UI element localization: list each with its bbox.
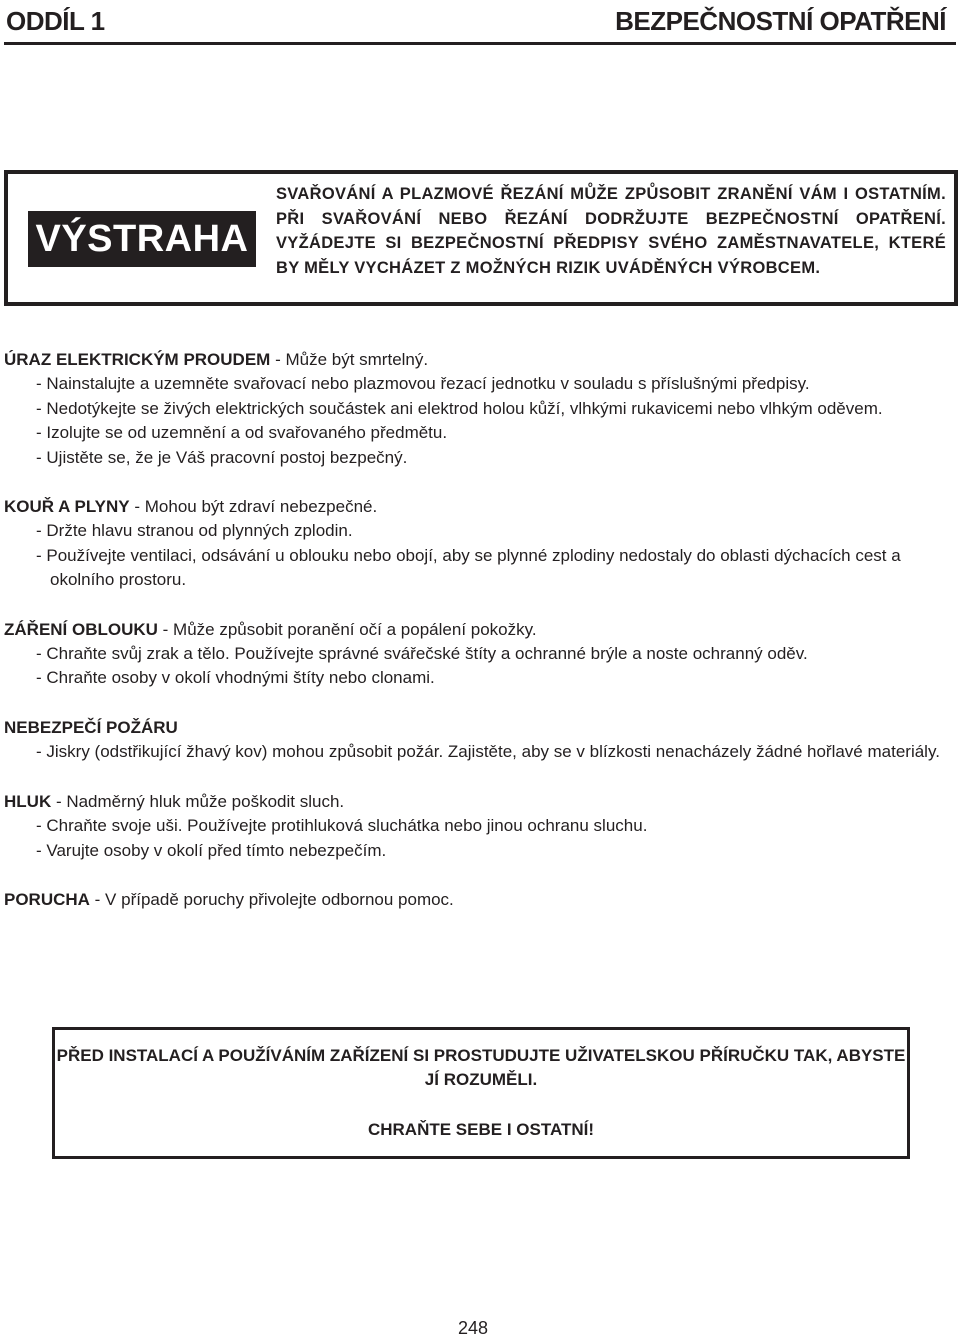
section-subtitle: - Může být smrtelný. [270, 350, 429, 369]
section-title: PORUCHA [4, 889, 90, 909]
list-item: - Nainstalujte a uzemněte svařovací nebo plazmovou řezací jednotku v souladu s příslušnými předpisy. [36, 374, 810, 394]
notice-protect: CHRAŇTE SEBE I OSTATNÍ! [367, 1120, 595, 1139]
manual-notice-box [52, 1027, 910, 1159]
page-title: BEZPEČNOSTNÍ OPATŘENÍ [615, 5, 946, 36]
list-item: - Držte hlavu stranou od plynných zplodin. [36, 521, 353, 541]
list-item: - Varujte osoby v okolí před tímto nebezpečím. [36, 840, 387, 860]
section-fumes [4, 495, 956, 593]
list-item: - Nedotýkejte se živých elektrických součástek ani elektrod holou kůží, vlhkými rukavicemi nebo vlhkým oděvem. [36, 398, 883, 418]
section-title: HLUK [4, 791, 52, 811]
section-electric-shock [4, 348, 956, 470]
safety-sections [4, 348, 956, 937]
section-title: ÚRAZ ELEKTRICKÝM PROUDEM [4, 350, 271, 369]
list-item: - Používejte ventilaci, odsávání u oblouku nebo obojí, aby se plynné zplodiny nedostaly do oblasti dýchacích cest a okolního prostoru. [36, 545, 901, 590]
section-arc-rays [4, 618, 956, 691]
list-item: - Chraňte svoje uši. Používejte protihluková sluchátka nebo jinou ochranu sluchu. [36, 816, 648, 836]
section-title: ZÁŘENÍ OBLOUKU [4, 619, 158, 639]
list-item: - Chraňte svůj zrak a tělo. Používejte správné svářečské štíty a ochranné brýle a noste ochranný oděv. [36, 644, 808, 664]
section-title: NEBEZPEČÍ POŽÁRU [4, 717, 178, 737]
section-title: KOUŘ A PLYNY [4, 497, 130, 517]
section-subtitle: - V případě poruchy přivolejte odbornou pomoc. [89, 889, 454, 909]
list-item: - Jiskry (odstřikující žhavý kov) mohou způsobit požár. Zajistěte, aby se v blízkosti nenacházely žádné hořlavé materiály. [36, 742, 940, 762]
warning-label: VÝSTRAHA [28, 211, 256, 267]
warning-box [4, 170, 958, 306]
section-subtitle: - Nadměrný hluk může poškodit sluch. [51, 791, 345, 811]
list-item: - Izolujte se od uzemnění a od svařovaného předmětu. [36, 423, 448, 443]
section-subtitle: - Mohou být zdraví nebezpečné. [129, 497, 378, 517]
notice-read-manual: PŘED INSTALACÍ A POUŽÍVÁNÍM ZAŘÍZENÍ SI PROSTUDUJTE UŽIVATELSKOU PŘÍRUČKU TAK, ABYSTE JÍ ROZUMĚLI. [56, 1046, 906, 1089]
section-subtitle: - Může způsobit poranění očí a popálení pokožky. [157, 619, 537, 639]
section-number: ODDÍL 1 [6, 5, 105, 36]
section-malfunction [4, 888, 956, 912]
list-item: - Ujistěte se, že je Váš pracovní postoj bezpečný. [36, 447, 408, 467]
page-number: 248 [457, 1318, 489, 1338]
section-noise [4, 790, 956, 863]
page-header [4, 0, 956, 45]
section-fire-hazard [4, 716, 956, 765]
list-item: - Chraňte osoby v okolí vhodnými štíty nebo clonami. [36, 668, 435, 688]
warning-text: SVAŘOVÁNÍ A PLAZMOVÉ ŘEZÁNÍ MŮŽE ZPŮSOBIT ZRANĚNÍ VÁM I OSTATNÍM. PŘI SVAŘOVÁNÍ NEBO ŘEZÁNÍ DODRŽUJTE BEZPEČNOSTNÍ OPATŘENÍ. VYŽÁDEJTE SI BEZPEČNOSTNÍ PŘEDPISY SVÉHO ZAMĚSTNAVATELE, KTERÉ BY MĚLY VYCHÁZET Z MOŽNÝCH RIZIK UVÁDĚNÝCH VÝROBCEM. [276, 185, 946, 277]
